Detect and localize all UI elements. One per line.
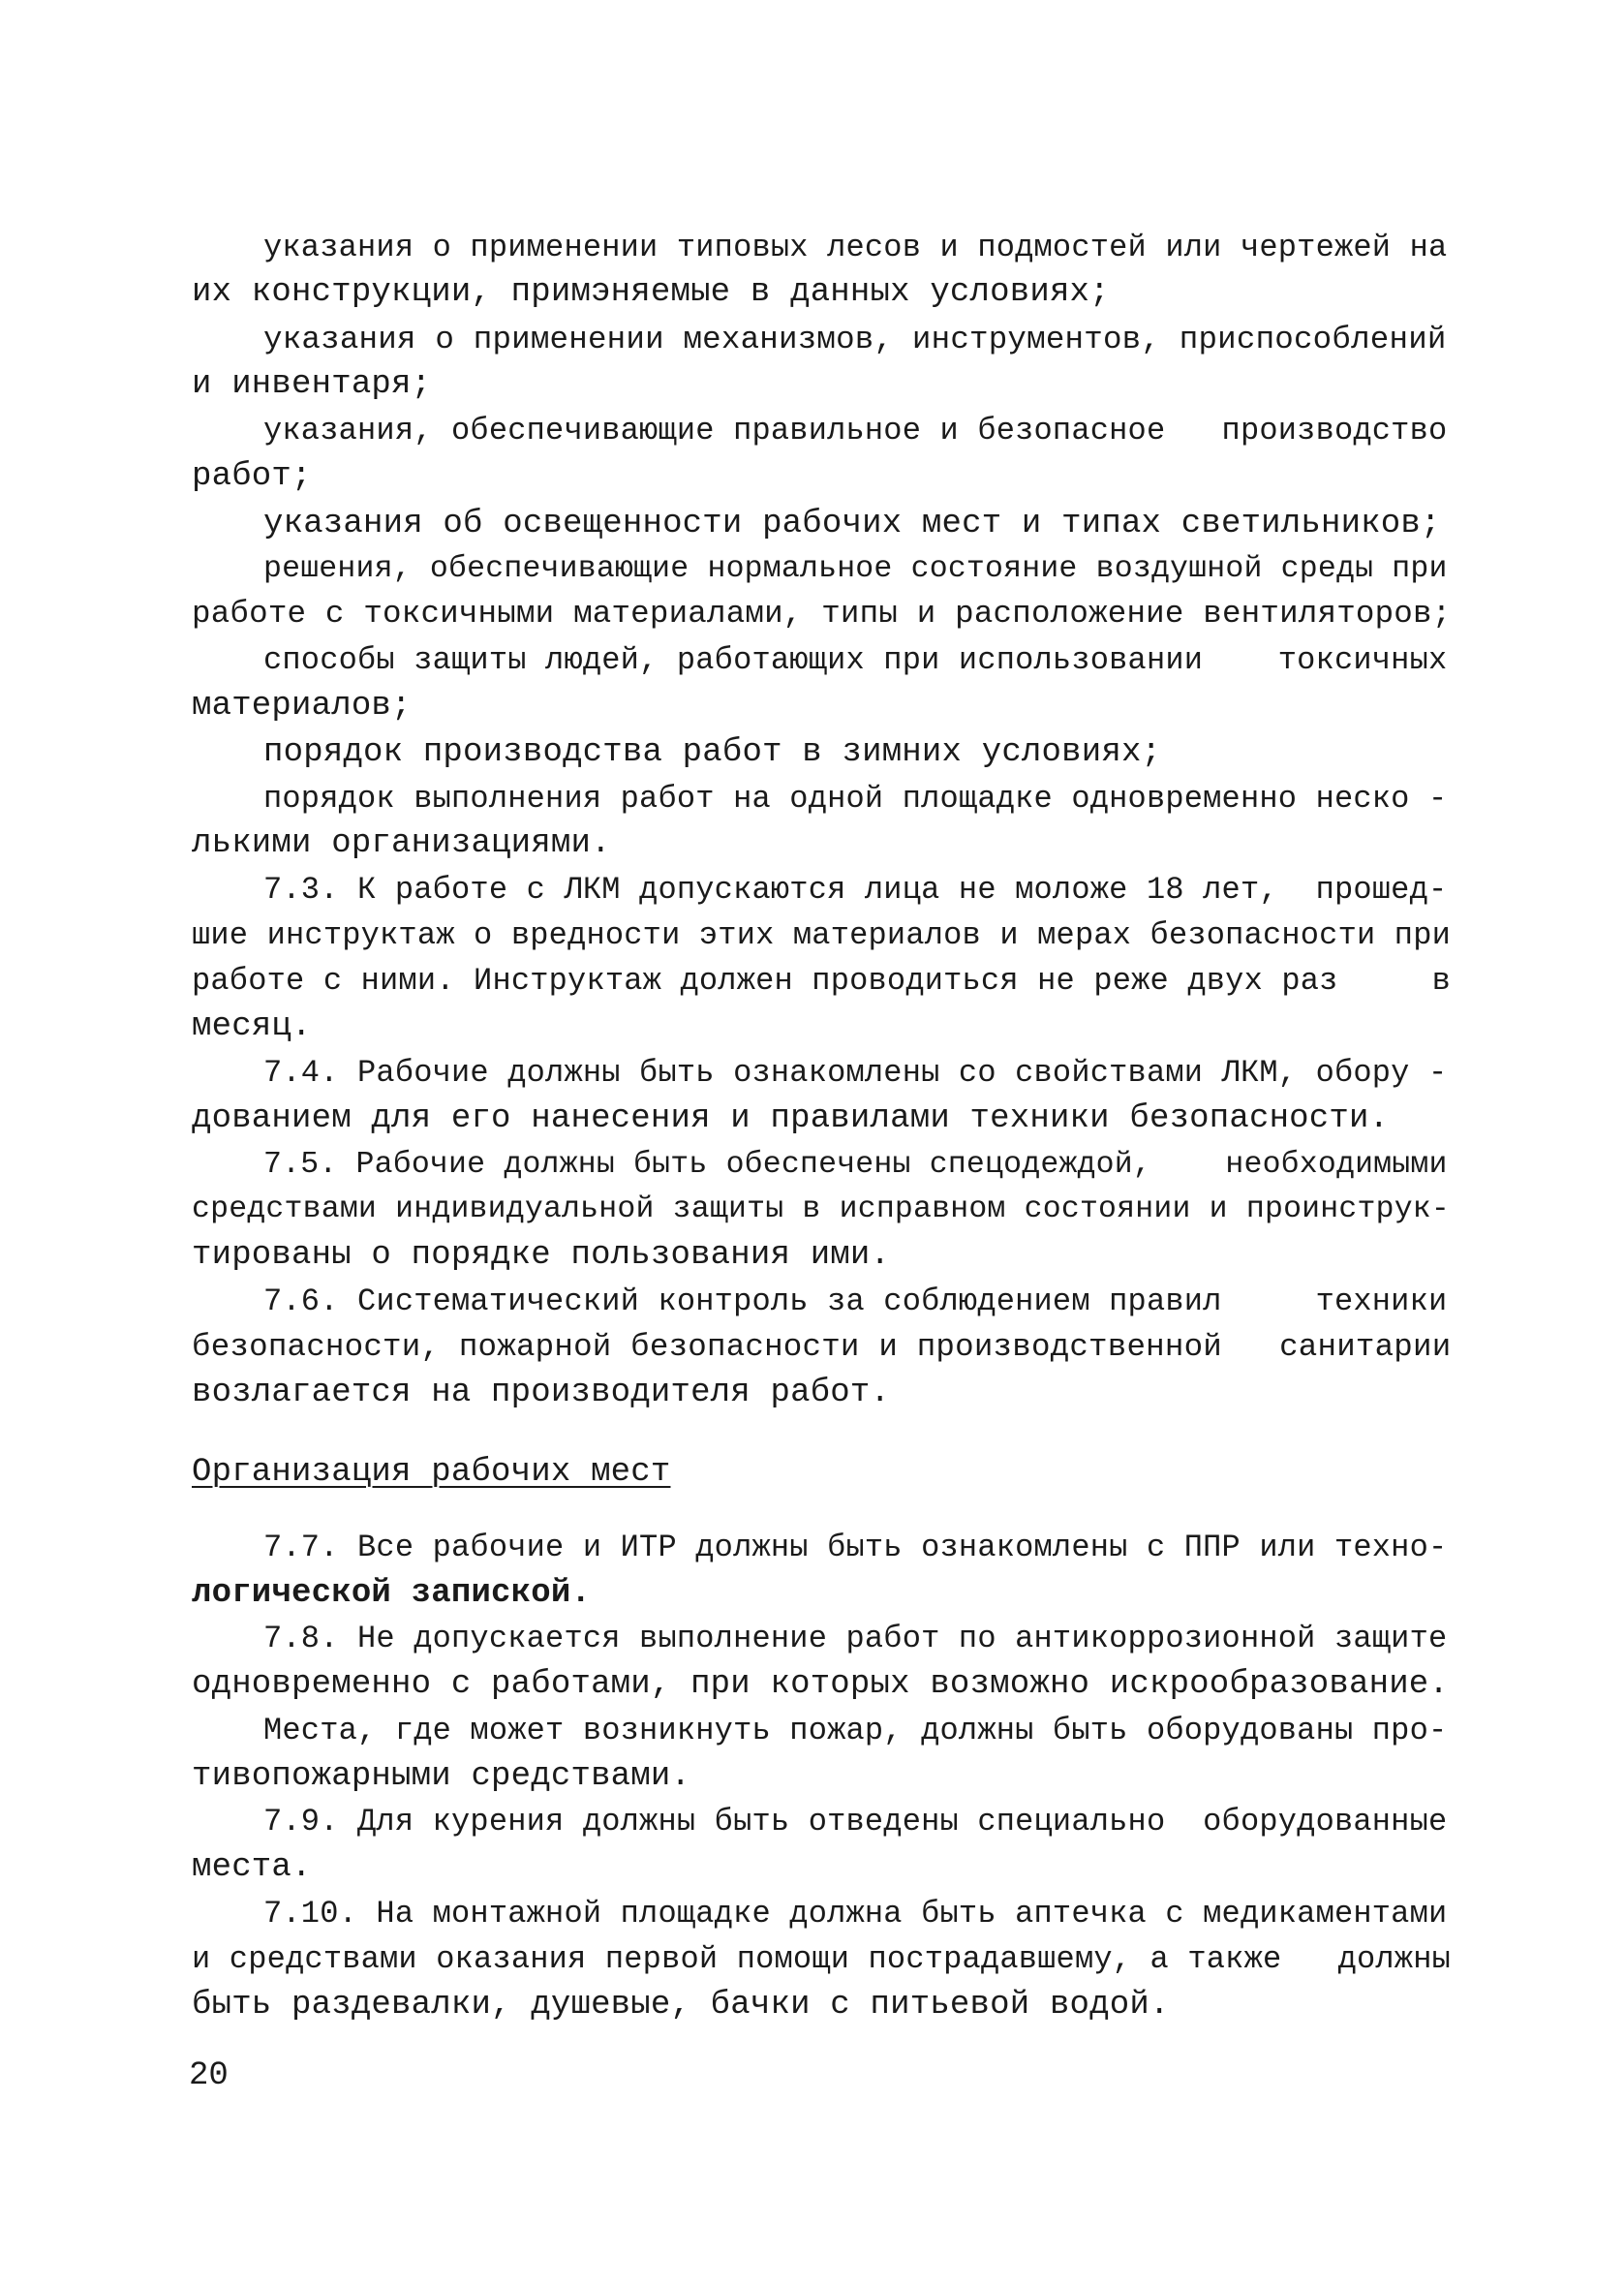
- text-line: работе с ними. Инструктаж должен проводиться не реже двух раз в: [192, 963, 1452, 999]
- text-line: лькими организациями.: [192, 825, 611, 862]
- text-line: указания об освещенности рабочих мест и типах светильников;: [263, 506, 1441, 542]
- text-line: 7.6. Систематический контроль за соблюдением правил техники: [263, 1283, 1448, 1319]
- text-line: порядок выполнения работ на одной площадке одновременно неско -: [263, 781, 1448, 817]
- text-line: 7.3. К работе с ЛКМ допускаются лица не моложе 18 лет, прошед-: [263, 872, 1448, 908]
- text-line: 7.5. Рабочие должны быть обеспечены спецодеждой, необходимыми: [263, 1148, 1448, 1182]
- text-line: 7.8. Не допускается выполнение работ по антикоррозионной защите: [263, 1621, 1448, 1656]
- text-line: решения, обеспечивающие нормальное состояние воздушной среды при: [263, 552, 1448, 586]
- text-line: одновременно с работами, при которых возможно искрообразование.: [192, 1666, 1450, 1703]
- text-line: указания, обеспечивающие правильное и безопасное производство: [263, 413, 1448, 448]
- text-line: шие инструктаж о вредности этих материалов и мерах безопасности при: [192, 917, 1452, 953]
- text-line: 7.10. На монтажной площадке должна быть аптечка с медикаментами: [263, 1896, 1448, 1932]
- text-line: безопасности, пожарной безопасности и производственной санитарии: [192, 1329, 1452, 1365]
- text-line: способы защиты людей, работающих при использовании токсичных: [263, 642, 1448, 678]
- text-line: и средствами оказания первой помощи пострадавшему, а также должны: [192, 1941, 1452, 1977]
- text-line: и инвентаря;: [192, 366, 432, 403]
- text-line: порядок производства работ в зимних условиях;: [263, 734, 1162, 771]
- text-line: тивопожарными средствами.: [192, 1758, 691, 1795]
- text-line: тированы о порядке пользования ими.: [192, 1237, 891, 1274]
- text-line: дованием для его нанесения и правилами техники безопасности.: [192, 1100, 1390, 1137]
- text-line: средствами индивидуальной защиты в исправном состоянии и проинструк-: [192, 1192, 1451, 1226]
- text-line: быть раздевалки, душевые, бачки с питьевой водой.: [192, 1987, 1170, 2024]
- text-line: материалов;: [192, 688, 412, 725]
- text-line: указания о применении механизмов, инструментов, приспособлений: [263, 322, 1447, 357]
- page-number: 20: [189, 2057, 229, 2094]
- text-line: места.: [192, 1849, 312, 1886]
- text-line: их конструкции, примэняемые в данных условиях;: [192, 274, 1110, 311]
- text-line: работе с токсичными материалами, типы и расположение вентиляторов;: [192, 596, 1452, 632]
- text-line: указания о применении типовых лесов и подмостей или чертежей на: [263, 230, 1448, 265]
- text-line: 7.9. Для курения должны быть отведены специально оборудованные: [263, 1804, 1448, 1840]
- section-heading: Организация рабочих мест: [192, 1454, 671, 1491]
- text-line: месяц.: [192, 1008, 312, 1045]
- text-line: логической запиской.: [192, 1575, 592, 1612]
- text-line: работ;: [192, 458, 312, 495]
- text-line: Места, где может возникнуть пожар, должны быть оборудованы про-: [263, 1713, 1448, 1748]
- text-line: 7.7. Все рабочие и ИТР должны быть ознакомлены с ППР или техно-: [263, 1530, 1448, 1565]
- text-line: возлагается на производителя работ.: [192, 1375, 891, 1411]
- text-line: 7.4. Рабочие должны быть ознакомлены со свойствами ЛКМ, обору -: [263, 1055, 1448, 1091]
